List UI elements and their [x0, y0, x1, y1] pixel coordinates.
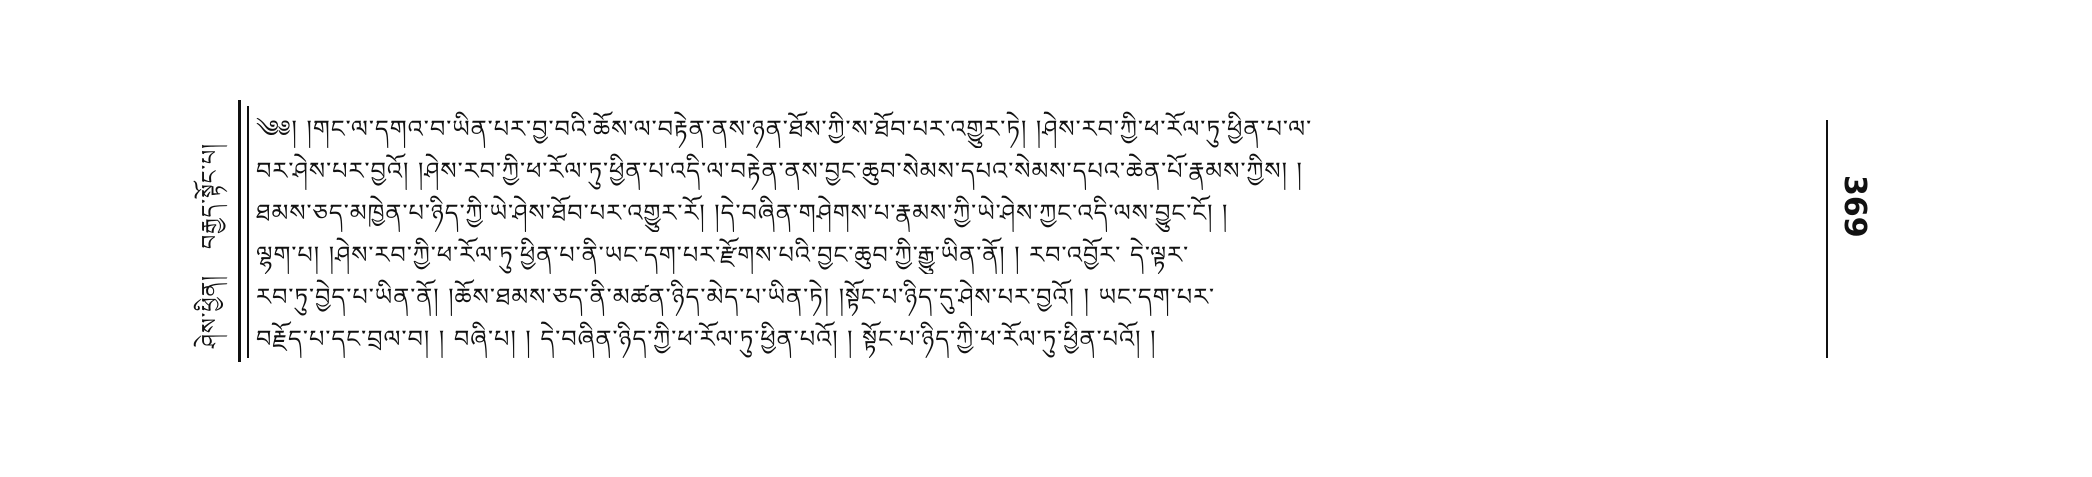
text-line-6 — [256, 320, 1816, 358]
folio-number-text: 369 — [1837, 175, 1872, 238]
text-line-5 — [256, 278, 1816, 316]
text-line-1-content: ༄༅། །གང་ལ་དགའ་བ་ཡིན་པར་བྱ་བའི་ཆོས་ལ་བརྟེན་ནས་ཉན་ཐོས་ཀྱི་ས་ཐོབ་པར་འགྱུར་ཏེ། །ཤེས་རབ་ཀྱི་ཕ་རོལ་ཏུ་ཕྱིན་པ་ལ་ — [256, 115, 1313, 143]
text-line-3-content: ཐམས་ཅད་མཁྱེན་པ་ཉིད་ཀྱི་ཡེ་ཤེས་ཐོབ་པར་འགྱུར་རོ། །དེ་བཞིན་གཤེགས་པ་རྣམས་ཀྱི་ཡེ་ཤེས་ཀྱང་འདི་ལས་བྱུང་ངོ། ། — [256, 199, 1229, 227]
margin-title-text-1: ཤེས་ཕྱིན། — [198, 274, 223, 348]
text-line-4 — [256, 236, 1816, 274]
text-line-5-content: རབ་ཏུ་བྱེད་པ་ཡིན་ནོ། །ཆོས་ཐམས་ཅད་ནི་མཚན་ཉིད་མེད་པ་ཡིན་ཏེ། །སྟོང་པ་ཉིད་དུ་ཤེས་པར་བྱའོ། ། ཡང་དག་པར་ — [256, 283, 1216, 311]
frame-left-outer-rule — [238, 100, 241, 362]
text-line-2-content: བར་ཤེས་པར་བྱའོ། །ཤེས་རབ་ཀྱི་ཕ་རོལ་ཏུ་ཕྱིན་པ་འདི་ལ་བརྟེན་ནས་བྱང་ཆུབ་སེམས་དཔའ་སེམས་དཔའ་ཆེན་པོ་རྣམས་ཀྱིས། ། — [256, 157, 1303, 185]
text-line-6-content: བརྗོད་པ་དང་བྲལ་བ། ། བཞི་པ། ། དེ་བཞིན་ཉིད་ཀྱི་ཕ་རོལ་ཏུ་ཕྱིན་པའོ། ། སྟོང་པ་ཉིད་ཀྱི་ཕ་རོལ་ཏུ་ཕྱིན་པའོ། ། — [256, 325, 1157, 353]
text-line-4-content: ལྷག་པ། །ཤེས་རབ་ཀྱི་ཕ་རོལ་ཏུ་ཕྱིན་པ་ནི་ཡང་དག་པར་རྫོགས་པའི་བྱང་ཆུབ་ཀྱི་རྒྱུ་ཡིན་ནོ། ། རབ་འབྱོར་ དེ་ལྟར་ — [256, 241, 1190, 269]
text-line-2 — [256, 152, 1816, 190]
text-line-3 — [256, 194, 1816, 232]
frame-right-rule — [1826, 120, 1828, 358]
folio-number — [1832, 175, 1872, 238]
text-line-1 — [256, 110, 1816, 148]
text-block — [256, 108, 1816, 358]
margin-title-text-2: བརྒྱད་སྟོང་པ། — [198, 142, 223, 249]
margin-title — [186, 108, 246, 348]
frame-left-inner-rule — [247, 106, 249, 358]
